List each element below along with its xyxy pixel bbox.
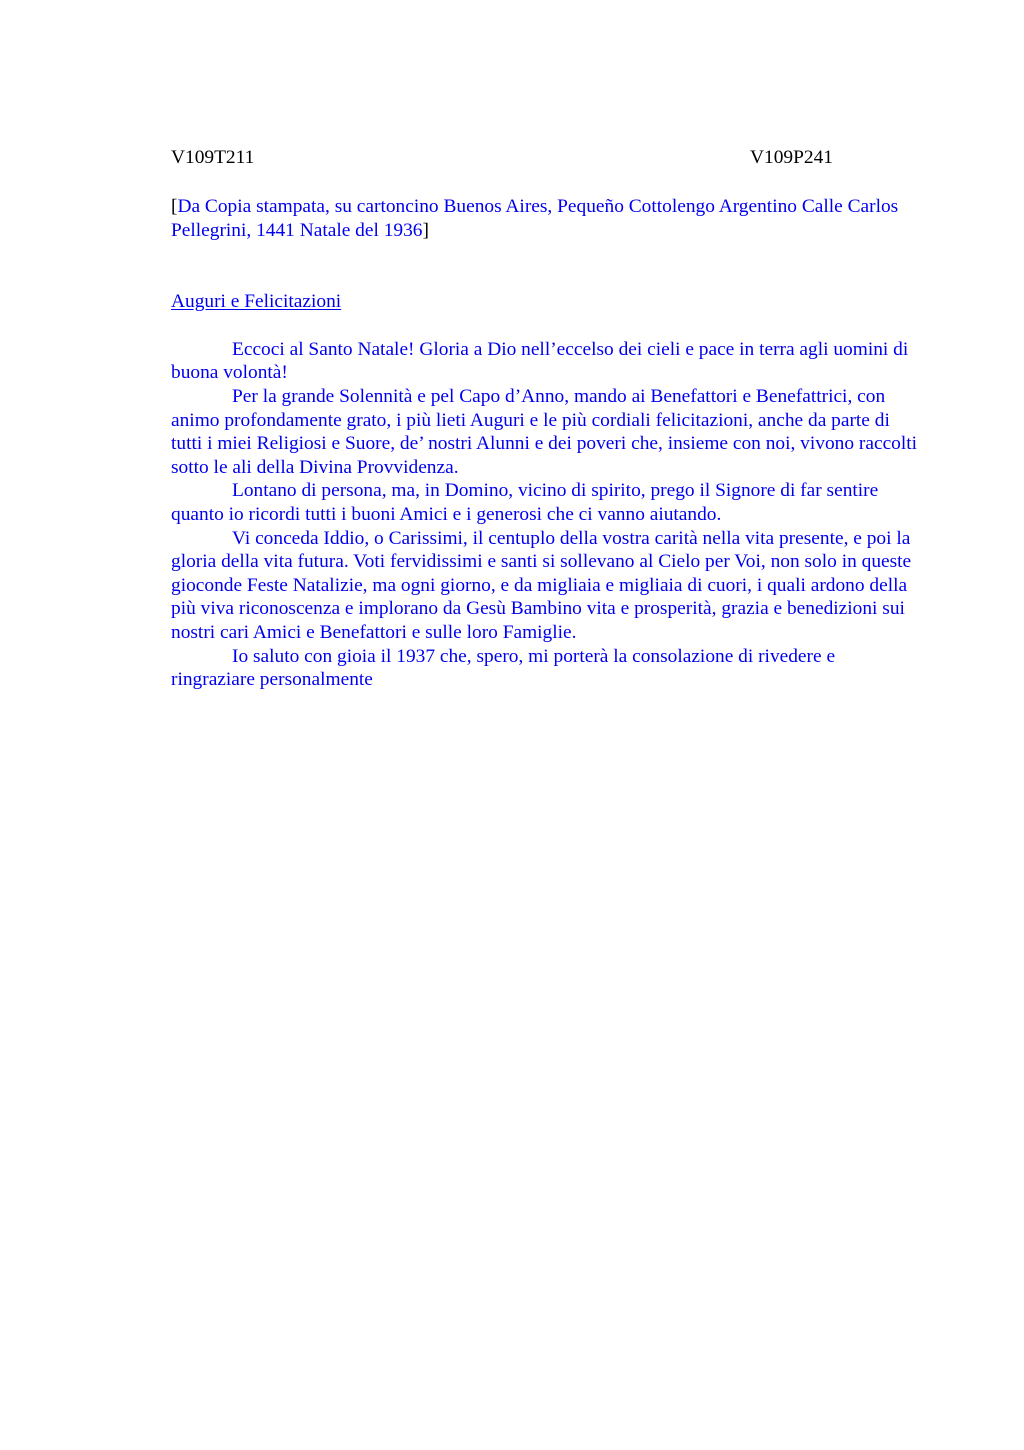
letter-body xyxy=(171,338,923,692)
document-code-left: V109T211 xyxy=(171,147,255,168)
source-note xyxy=(171,195,923,242)
paragraph-4: Vi conceda Iddio, o Carissimi, il centuplo della vostra carità nella vita presente, e poi la gloria della vita futura. Voti fervidissimi e santi si sollevano al Cielo per Voi, non solo in queste gioconde Feste Natalizie, ma ogni giorno, e da migliaia e migliaia di cuori, i quali ardono della più viva riconoscenza e implorano da Gesù Bambino vita e prosperità, grazia e benedizioni sui nostri cari Amici e Benefattori e sulle loro Famiglie. xyxy=(171,527,912,643)
section-title: Auguri e Felicitazioni xyxy=(171,291,342,313)
document-header xyxy=(171,146,923,170)
source-note-text: Da Copia stampata, su cartoncino Buenos Aires, Pequeño Cottolengo Argentino Calle Carlos Pellegrini, 1441 Natale del 1936 xyxy=(171,196,899,241)
paragraph-2: Per la grande Solennità e pel Capo d’Anno, mando ai Benefattori e Benefattrici, con animo profondamente grato, i più lieti Auguri e le più cordiali felicitazioni, anche da parte di tutti i miei Religiosi e Suore, de’ nostri Alunni e dei poveri che, insieme con noi, vivono raccolti sotto le ali della Divina Provvidenza. xyxy=(171,385,918,478)
paragraph-3: Lontano di persona, ma, in Domino, vicino di spirito, prego il Signore di far sentire quanto io ricordi tutti i buoni Amici e i generosi che ci vanno aiutando. xyxy=(171,480,879,525)
document-page xyxy=(171,146,923,692)
document-code-right: V109P241 xyxy=(750,147,833,168)
source-note-close-bracket: ] xyxy=(422,219,429,241)
source-note-open-bracket: [ xyxy=(171,196,178,217)
paragraph-5: Io saluto con gioia il 1937 che, spero, mi porterà la consolazione di rivedere e ringraziare personalmente xyxy=(171,645,836,691)
paragraph-1: Eccoci al Santo Natale! Gloria a Dio nell’eccelso dei cieli e pace in terra agli uomini di buona volontà! xyxy=(171,338,909,384)
